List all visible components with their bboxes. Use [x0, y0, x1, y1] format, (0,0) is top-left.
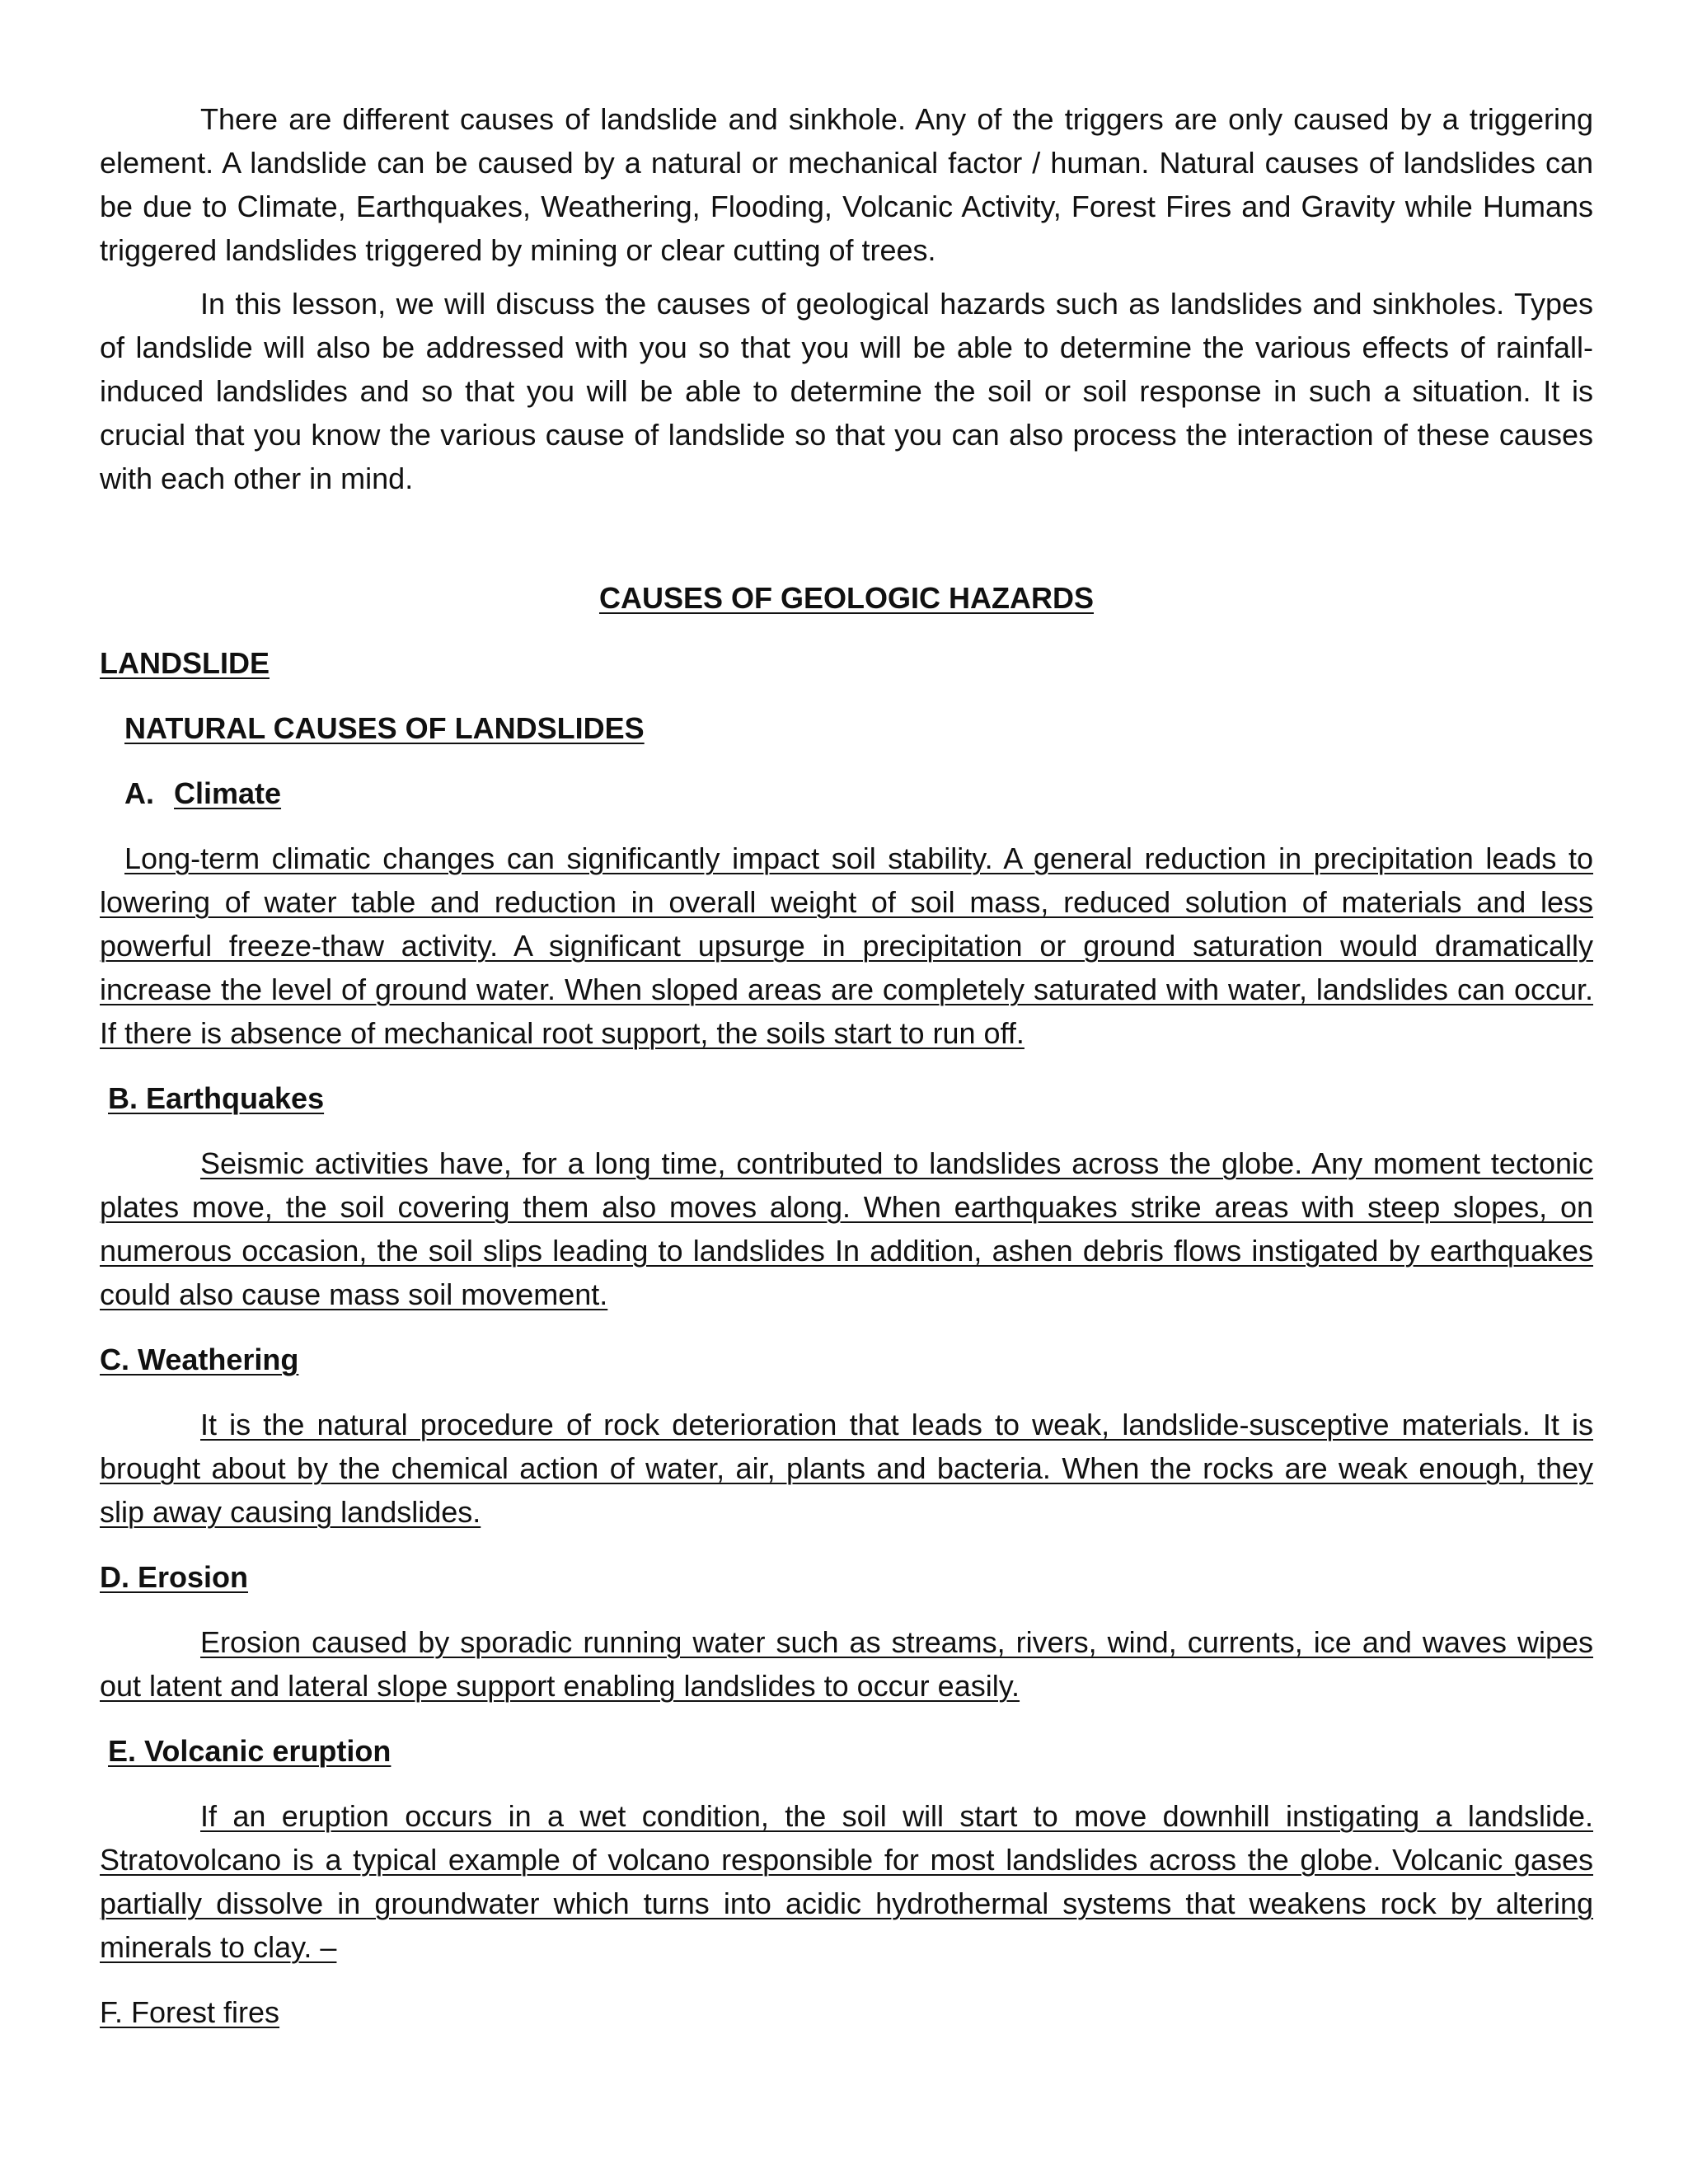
climate-text: Long-term climatic changes can significantly impact soil stability. A general reduction in precipitation leads to lowering of water table and reduction in overall weight of soil mass, reduced solution of materials and less powerful freeze-thaw activity. A significant upsurge in precipitation or ground saturation would dramatically increase the level of ground water. When sloped areas are completely saturated with water, landslides can occur. If there is absence of mechanical root support, the soils start to run off. — [100, 841, 1593, 1050]
earthquakes-paragraph — [100, 1141, 1593, 1316]
intro-paragraph-1: There are different causes of landslide and sinkhole. Any of the triggers are only caused by a triggering element. A landslide can be caused by a natural or mechanical factor / human. Natural causes of landslides can be due to Climate, Earthquakes, Weathering, Flooding, Volcanic Activity, Forest Fires and Gravity while Humans triggered landslides triggered by mining or clear cutting of trees. — [100, 102, 1593, 267]
weathering-heading — [100, 1338, 1593, 1381]
weathering-paragraph — [100, 1403, 1593, 1534]
main-title-text: CAUSES OF GEOLOGIC HAZARDS — [598, 581, 1095, 615]
earthquakes-text: Seismic activities have, for a long time, contributed to landslides across the globe. Any moment tectonic plates move, the soil covering them also moves along. When earthquakes strike areas with steep slopes, on numerous occasion, the soil slips leading to landslides In addition, ashen debris flows instigated by earthquakes could also cause mass soil movement. — [100, 1146, 1593, 1311]
volcanic-text: If an eruption occurs in a wet condition, the soil will start to move downhill instigating a landslide. Stratovolcano is a typical example of volcano responsible for most landslides across the globe. Volcanic gases partially dissolve in groundwater which turns into acidic hydrothermal systems that weakens rock by altering minerals to clay. – — [100, 1799, 1593, 1964]
climate-paragraph — [100, 837, 1593, 1055]
erosion-text: Erosion caused by sporadic running water such as streams, rivers, wind, currents, ice and waves wipes out latent and lateral slope support enabling landslides to occur easily. — [100, 1625, 1593, 1703]
volcanic-paragraph — [100, 1794, 1593, 1969]
climate-letter: A. — [124, 776, 154, 810]
earthquakes-heading — [100, 1076, 1593, 1120]
forest-fires-title: F. Forest fires — [100, 1995, 280, 2029]
erosion-title: D. Erosion — [100, 1560, 249, 1594]
subsection-title — [100, 706, 1593, 750]
document-page — [100, 97, 1593, 2034]
forest-fires-heading — [100, 1990, 1593, 2034]
intro-paragraph-2: In this lesson, we will discuss the causes of geological hazards such as landslides and sinkholes. Types of landslide will also be addressed with you so that you will be able to determine the various effects of rainfall-induced landslides and so that you will be able to determine the soil or soil response in such a situation. It is crucial that you know the various cause of landslide so that you can also process the interaction of these causes with each other in mind. — [100, 287, 1593, 495]
erosion-paragraph — [100, 1620, 1593, 1708]
erosion-heading — [100, 1555, 1593, 1599]
climate-title: Climate — [174, 776, 282, 810]
section-title — [100, 641, 1593, 685]
volcanic-title: E. Volcanic eruption — [108, 1734, 392, 1768]
subsection-title-text: NATURAL CAUSES OF LANDSLIDES — [124, 711, 645, 745]
climate-heading — [100, 771, 1593, 815]
volcanic-heading — [100, 1729, 1593, 1773]
earthquakes-title: B. Earthquakes — [108, 1081, 325, 1115]
section-title-text: LANDSLIDE — [100, 646, 270, 680]
weathering-text: It is the natural procedure of rock deterioration that leads to weak, landslide-susceptive materials. It is brought about by the chemical action of water, air, plants and bacteria. When the rocks are weak enough, they slip away causing landslides. — [100, 1408, 1593, 1529]
weathering-title: C. Weathering — [100, 1343, 299, 1376]
main-title — [100, 576, 1593, 620]
